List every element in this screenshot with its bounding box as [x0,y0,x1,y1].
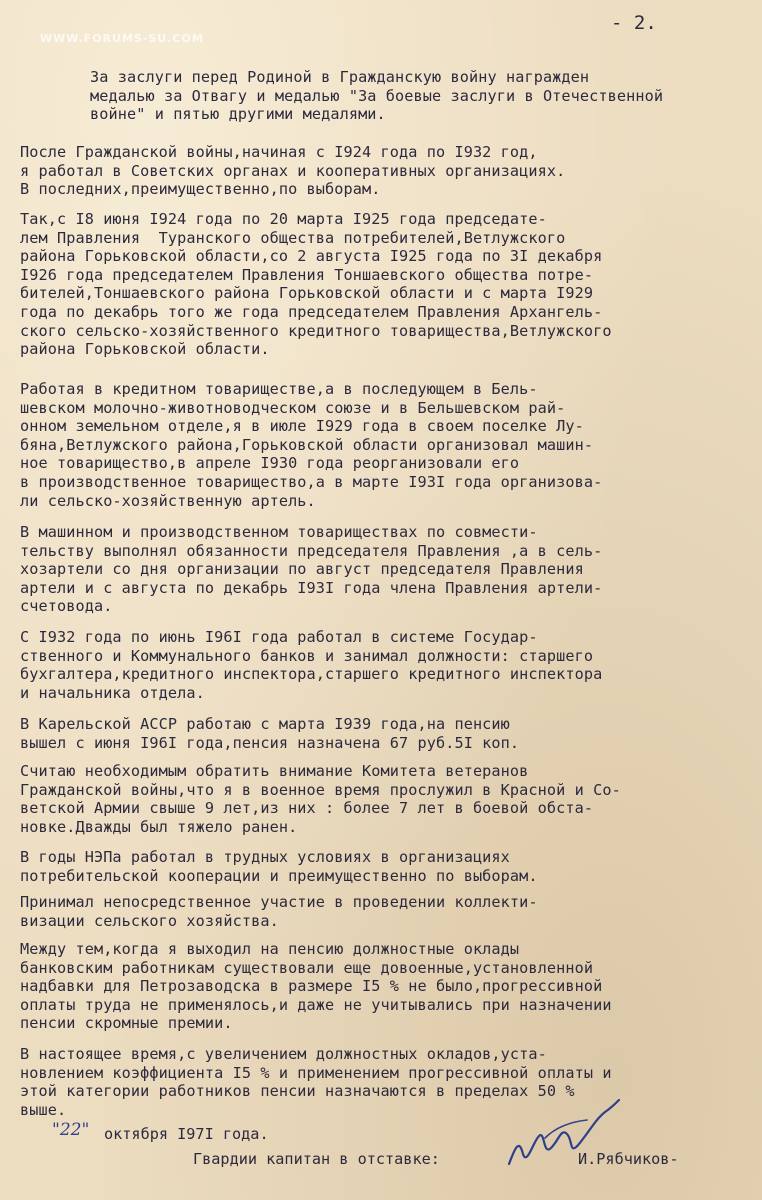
paragraph-karelia-pension: В Карельской АССР работаю с марта I939 года,на пенсию вышел с июня I96I года,пенсия назначена 67 руб.5I коп. [20,715,520,752]
rank-line: Гвардии капитан в отставке: [193,1150,440,1168]
paragraph-present-time: В настоящее время,с увеличением должностных окладов,уста- новлением коэффициента I5 % и применением прогрессивной оплаты и этой категории работников пенсии назначаются в пределах 50 % выше. [20,1045,612,1119]
handwritten-signature [505,1098,625,1170]
paragraph-credit-association: Работая в кредитном товариществе,а в последующем в Бель- шевском молочно-животноводческом союзе и в Бельшевском рай- онном земельном отделе,я в июле I929 года в своем поселке Лу- бяна,Ветлужского района,Горьковской области организовал машин- ное товарищество,в апреле I930 года реорганизовали его в производственное товарищество,а в марте I93I года организова- ли сельско-хозяйственную артель. [20,380,603,510]
watermark: WWW.FORUMS-SU.COM [40,32,204,45]
paragraph-awards: За заслуги перед Родиной в Гражданскую войну награжден медалью за Отвагу и медалью "За боевые заслуги в Отечественной войне" и пятью другими медалями. [90,68,664,124]
paragraph-army-service: Считаю необходимым обратить внимание Комитета ветеранов Гражданской войны,что я в военное время прослужил в Красной и Со- ветской Армии свыше 9 лет,из них : более 7 лет в боевой обста- новке.Дважды был тяжело ранен. [20,762,621,836]
paragraph-pension-salaries: Между тем,когда я выходил на пенсию должностные оклады банковским работникам существовали еще довоенные,установленной надбавки для Петрозаводска в размере I5 % не было,прогрессивной оплаты труда не применялось,и даже не учитывались при назначении пенсии скромные премии. [20,940,612,1033]
paragraph-positions-1924-1929: Так,с I8 июня I924 года по 20 марта I925 года председате- лем Правления Туранского общества потребителей,Ветлужского района Горьковской области,со 2 августа I925 года по 3I декабря I926 года председателем Правления Тоншаевского общества потре- бителей,Тоншаевского района Горьковской области и с марта I929 года по декабрь того же года председателем Правления Архангель- ского сельско-хозяйственного кредитного товарищества,Ветлужского района Горьковской области. [20,210,612,359]
paragraph-after-civil-war: После Гражданской войны,начиная с I924 года по I932 год, я работал в Советских органах и кооперативных организациях. В последних,преимущественно,по выборам. [20,143,566,199]
paragraph-banking-career: С I932 года по июнь I96I года работал в системе Государ- ственного и Коммунального банков и занимал должности: старшего бухгалтера,кредитного инспектора,старшего кредитного инспектора и начальника отдела. [20,628,603,702]
paragraph-collectivization: Принимал непосредственное участие в проведении коллекти- визации сельского хозяйства. [20,893,538,930]
page-number: - 2. [611,12,657,34]
paragraph-nep-years: В годы НЭПа работал в трудных условиях в организациях потребительской кооперации и преимущественно по выборам. [20,848,538,885]
paragraph-machine-association: В машинном и производственном товариществах по совмести- тельству выполнял обязанности председателя Правления ,а в сель- хозартели со дня организации по август председателя Правления артели и с августа по декабрь I93I года члена Правления артели- счетовода. [20,523,603,616]
signatory-name: И.Рябчиков- [578,1150,679,1168]
date-day-handwritten: "22" [52,1120,90,1140]
date-line: октября I97I года. [104,1125,269,1143]
